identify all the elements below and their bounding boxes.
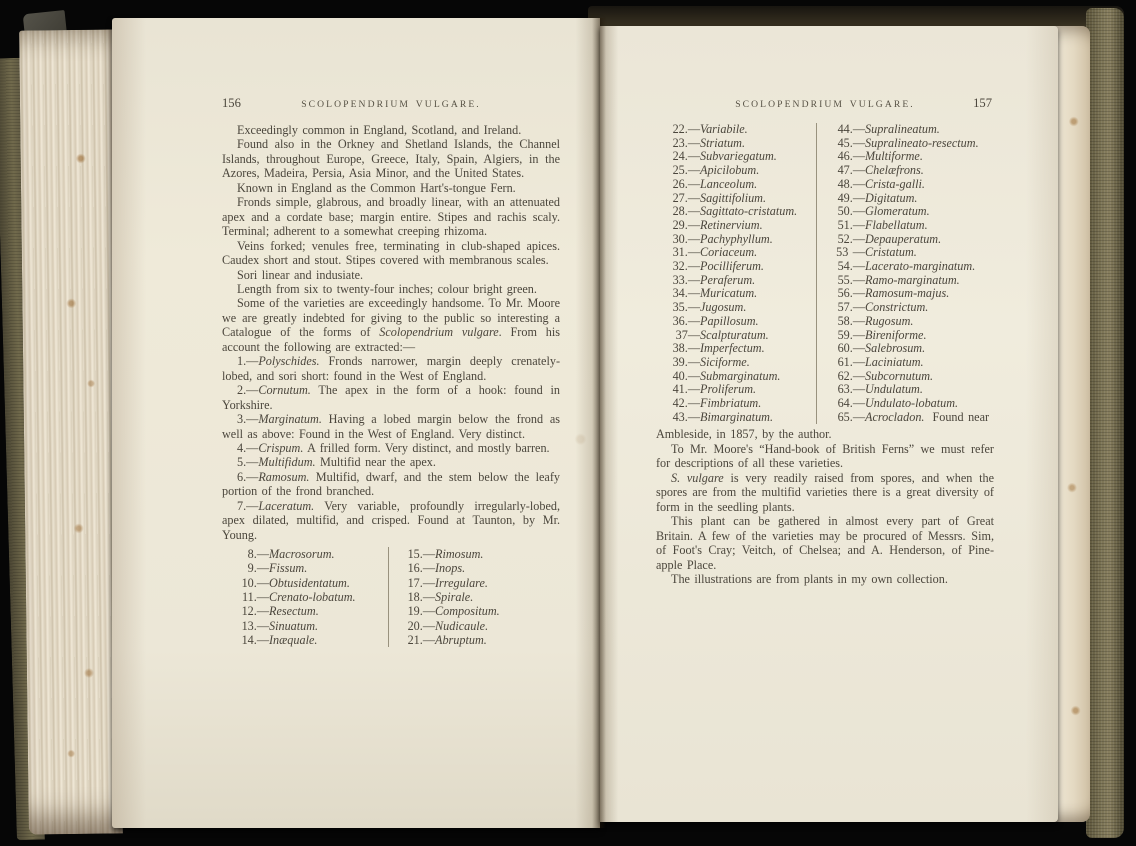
variety-number: 58.— (837, 313, 865, 328)
variety-list-item (829, 260, 994, 274)
variety-name-italic: Abruptum. (435, 632, 487, 647)
variety-list-item (664, 370, 816, 384)
right-page (600, 26, 1058, 822)
variety-list-item (235, 561, 388, 575)
variety-number: 42.— (672, 396, 700, 411)
variety-number: 8.— (247, 547, 269, 562)
variety-list-item (664, 205, 816, 219)
variety-name-italic: Marginatum. (258, 412, 322, 427)
variety-list-item (829, 315, 994, 329)
paragraph: Exceedingly common in England, Scotland, and Ireland. (237, 123, 522, 137)
variety-number: 46.— (837, 149, 865, 164)
variety-name-italic: Acrocladon. (865, 409, 925, 424)
variety-list-item (829, 150, 994, 164)
variety-number: 65.— (837, 409, 865, 424)
variety-number: 15.— (407, 547, 435, 562)
variety-list-item (829, 137, 994, 151)
variety-list-item (829, 329, 994, 343)
variety-number: 16.— (407, 561, 435, 576)
variety-name-italic: Pocilliferum. (700, 259, 764, 274)
variety-number: 60.— (837, 341, 865, 356)
variety-name-italic: Subcornutum. (865, 368, 934, 383)
variety-name-italic: Undulato-lobatum. (865, 396, 959, 411)
variety-name-italic: Peraferum. (700, 272, 756, 287)
variety-name-italic: Pachyphyllum. (700, 231, 773, 246)
left-running-header: SCOLOPENDRIUM VULGARE. (301, 99, 481, 110)
variety-number: 47.— (837, 163, 865, 178)
variety-name-italic: Proliferum. (700, 382, 757, 397)
variety-name-italic: Inops. (435, 561, 466, 576)
variety-number: 14.— (241, 632, 269, 647)
variety-list-item (664, 287, 816, 301)
variety-number: 56.— (837, 286, 865, 301)
variety-list-item (401, 547, 560, 561)
paragraph-continuation: Ambleside, in 1857, by the author. (656, 427, 832, 442)
variety-name-italic: Irregulare. (435, 575, 488, 590)
variety-name-italic: Apicilobum. (700, 163, 760, 178)
variety-number: 35.— (672, 300, 700, 315)
variety-number: 25.— (672, 163, 700, 178)
variety-list-item (664, 192, 816, 206)
variety-list-item (829, 123, 994, 137)
variety-number: 29.— (672, 217, 700, 232)
variety-list-item (664, 219, 816, 233)
variety-number: 49.— (837, 190, 865, 205)
variety-name-italic: Chelæfrons. (865, 163, 924, 178)
variety-name-italic: Fissum. (269, 561, 308, 576)
variety-name-italic: Crispum. (258, 440, 304, 455)
variety-name-italic: Supralineatum. (865, 122, 940, 136)
variety-list-item (235, 590, 388, 604)
variety-list-item (664, 329, 816, 343)
variety-name-italic: Crista-galli. (865, 176, 925, 191)
variety-name-italic: Laceratum. (258, 498, 315, 513)
variety-name-italic: Sagittato-cristatum. (700, 204, 798, 219)
variety-note: Found near (932, 409, 990, 424)
variety-entry: 1.—Polyschides. Fronds narrower, margin deeply crenately-lobed, and sori short: found in the West of England. (222, 354, 560, 383)
variety-name-italic: Inæquale. (269, 632, 318, 647)
paragraph: S. vulgare is very readily raised from spores, and when the spores are from the multifid varieties there is a great diversity of form in the seedling plants. (656, 470, 994, 514)
variety-name-italic: Ramo-marginatum. (865, 272, 960, 287)
variety-name-italic: Laciniatum. (865, 354, 924, 369)
variety-number: 61.— (837, 354, 865, 369)
variety-number: 19.— (407, 604, 435, 619)
variety-list-column (817, 123, 994, 424)
variety-list-item (235, 547, 388, 561)
variety-number: 34.— (672, 286, 700, 301)
right-page-header (656, 96, 994, 111)
variety-number: 9.— (247, 561, 269, 576)
variety-name-italic: Sinuatum. (269, 618, 319, 633)
page-stack-fore-edge (19, 29, 123, 834)
variety-number: 57.— (837, 300, 865, 315)
variety-list-column (389, 547, 560, 647)
variety-name-italic: Siciforme. (700, 354, 750, 369)
variety-name-italic: Supralineato-resectum. (865, 135, 979, 150)
variety-number: 55.— (837, 272, 865, 287)
variety-list-item (664, 301, 816, 315)
variety-number: 32.— (672, 259, 700, 274)
variety-list-item (829, 192, 994, 206)
variety-list-item (664, 315, 816, 329)
variety-entry: 3.—Marginatum. Having a lobed margin below the frond as well as above: Found in the West of England. Very distinct. (222, 412, 560, 441)
species-name-italic: Scolopendrium vulgare (379, 325, 499, 340)
variety-list-item (829, 164, 994, 178)
variety-name-italic: Resectum. (269, 604, 319, 619)
variety-entry: 7.—Laceratum. Very variable, profoundly irregularly-lobed, apex dilated, multifid, and crisped. Found at Taunton, by Mr. Young. (222, 498, 560, 542)
variety-list-item (829, 411, 994, 425)
variety-name-italic: Muricatum. (700, 286, 758, 301)
variety-list-column (656, 123, 816, 424)
paragraph: Fronds simple, glabrous, and broadly linear, with an attenuated apex and a cordate base; margin entire. Stipes and rachis scaly. Terminal; adherent to a somewhat creeping rhizoma. (222, 195, 560, 239)
variety-name-italic: Compositum. (435, 604, 500, 619)
variety-name-italic: Crenato-lobatum. (269, 590, 356, 605)
variety-number: 39.— (672, 354, 700, 369)
variety-list-item (829, 219, 994, 233)
variety-entry: 4.—Crispum. A frilled form. Very distinct, and mostly barren. (237, 440, 550, 455)
variety-list-item (829, 383, 994, 397)
left-page-number: 156 (222, 96, 241, 110)
book-cover-right-edge (1086, 8, 1124, 838)
variety-name-italic: Ramosum-majus. (865, 286, 950, 301)
variety-name-italic: Polyschides. (258, 354, 320, 369)
variety-list-item (829, 301, 994, 315)
paragraph: Veins forked; venules free, terminating in club-shaped apices. Caudex short and stout. Stipes covered with membranous scales. (222, 238, 560, 268)
paragraph: Sori linear and indusiate. (237, 267, 364, 282)
variety-list-item (235, 576, 388, 590)
variety-number: 18.— (407, 590, 435, 605)
variety-list-item (829, 370, 994, 384)
variety-number: 23.— (672, 135, 700, 150)
paragraph: Some of the varieties are exceedingly handsome. To Mr. Moore we are greatly indebted for giving to the public so interesting a Catalogue of the forms of Scolopendrium vulgare. From his account the following are extracted:— (222, 296, 560, 354)
variety-entry: 5.—Multifidum. Multifid near the apex. (237, 455, 436, 470)
variety-number: 10.— (241, 575, 269, 590)
variety-name-italic: Obtusidentatum. (269, 575, 350, 590)
variety-list-item (829, 287, 994, 301)
paragraph: Known in England as the Common Hart's-tongue Fern. (237, 180, 516, 195)
paragraph: The illustrations are from plants in my own collection. (671, 572, 948, 586)
variety-number: 17.— (407, 575, 435, 590)
variety-number: 31.— (672, 245, 700, 260)
variety-name-italic: Bimarginatum. (700, 409, 774, 424)
page-edge-right (1054, 26, 1090, 822)
variety-list-8-21 (222, 547, 560, 647)
variety-number: 24.— (672, 149, 700, 164)
variety-name-italic: Coriaceum. (700, 245, 758, 260)
variety-name-italic: Rugosum. (865, 313, 914, 328)
variety-list-item (664, 150, 816, 164)
variety-name-italic: Glomeratum. (865, 204, 930, 219)
variety-name-italic: Jugosum. (700, 300, 747, 315)
variety-name-italic: Variabile. (700, 122, 748, 136)
variety-list-item (664, 411, 816, 425)
variety-name-italic: Nudicaule. (435, 618, 489, 633)
variety-list-item (829, 233, 994, 247)
variety-list-item (401, 561, 560, 575)
paragraph: To Mr. Moore's “Hand-book of British Ferns” we must refer for descriptions of all these varieties. (656, 441, 994, 471)
variety-number: 22.— (672, 122, 700, 136)
variety-name-italic: Papillosum. (700, 313, 759, 328)
variety-name-italic: Bireniforme. (865, 327, 927, 342)
variety-list-item (829, 205, 994, 219)
variety-list-item (401, 633, 560, 647)
variety-name-italic: Fimbriatum. (700, 396, 762, 411)
paragraph: This plant can be gathered in almost every part of Great Britain. A few of the varieties may be procured of Messrs. Sim, of Foot's Cray; Veitch, of Chelsea; and A. Henderson, of Pine-apple Place. (656, 514, 994, 572)
variety-entry: 2.—Cornutum. The apex in the form of a hook: found in Yorkshire. (222, 383, 560, 412)
variety-name-italic: Scalpturatum. (700, 327, 769, 342)
variety-list-item (664, 342, 816, 356)
variety-number: 26.— (672, 176, 700, 191)
species-name-italic: S. vulgare (671, 470, 724, 485)
variety-name-italic: Lanceolum. (700, 176, 758, 191)
paragraph: Length from six to twenty-four inches; colour bright green. (237, 281, 537, 296)
variety-list-item (235, 633, 388, 647)
variety-number: 13.— (241, 618, 269, 633)
variety-list-item (829, 356, 994, 370)
variety-number: 36.— (672, 313, 700, 328)
variety-list-item (829, 246, 994, 260)
left-page-text (222, 96, 560, 647)
variety-name-italic: Depauperatum. (865, 231, 942, 246)
variety-list-item (664, 137, 816, 151)
variety-list-item (235, 604, 388, 618)
variety-list-item (829, 342, 994, 356)
variety-name-italic: Undulatum. (865, 382, 923, 397)
variety-list-item (664, 233, 816, 247)
variety-list-item (664, 356, 816, 370)
variety-name-italic: Retinervium. (700, 217, 763, 232)
variety-name-italic: Rimosum. (435, 547, 484, 562)
variety-list-item (664, 178, 816, 192)
variety-list-item (664, 164, 816, 178)
variety-name-italic: Imperfectum. (700, 341, 765, 356)
variety-number: 54.— (837, 259, 865, 274)
variety-name-italic: Lacerato-marginatum. (865, 259, 976, 274)
variety-number: 37— (675, 327, 700, 342)
variety-number: 45.— (837, 135, 865, 150)
variety-list-item (829, 397, 994, 411)
variety-name-italic: Digitatum. (865, 190, 918, 205)
variety-name-italic: Sagittifolium. (700, 190, 767, 205)
variety-number: 48.— (837, 176, 865, 191)
variety-list-item (664, 246, 816, 260)
variety-name-italic: Multifidum. (258, 455, 316, 470)
right-page-number: 157 (973, 96, 992, 110)
variety-number: 62.— (837, 368, 865, 383)
variety-list-22-65 (656, 123, 994, 424)
variety-name-italic: Submarginatum. (700, 368, 781, 383)
variety-name-italic: Salebrosum. (865, 341, 926, 356)
right-running-header: SCOLOPENDRIUM VULGARE. (735, 99, 915, 110)
variety-name-italic: Cornutum. (258, 383, 311, 398)
variety-name-italic: Constrictum. (865, 300, 929, 315)
variety-list-item (401, 590, 560, 604)
variety-number: 59.— (837, 327, 865, 342)
variety-list-item (401, 576, 560, 590)
variety-number: 43.— (672, 409, 700, 424)
variety-name-italic: Striatum. (700, 135, 746, 150)
variety-list-item (664, 274, 816, 288)
variety-list-item (664, 383, 816, 397)
variety-number: 63.— (837, 382, 865, 397)
variety-number: 11.— (242, 590, 269, 605)
variety-number: 28.— (672, 204, 700, 219)
variety-list-item (235, 619, 388, 633)
left-page (112, 18, 600, 828)
variety-number: 41.— (672, 382, 700, 397)
variety-number: 52.— (837, 231, 865, 246)
left-page-header (222, 96, 560, 111)
variety-name-italic: Spirale. (435, 590, 474, 605)
variety-list-item (401, 604, 560, 618)
variety-list-item (664, 260, 816, 274)
variety-list-item (829, 178, 994, 192)
variety-number: 38.— (672, 341, 700, 356)
variety-number: 40.— (672, 368, 700, 383)
variety-number: 53 — (836, 245, 865, 260)
variety-number: 27.— (672, 190, 700, 205)
variety-name-italic: Ramosum. (258, 469, 310, 484)
variety-list-item (664, 123, 816, 137)
variety-entry: 6.—Ramosum. Multifid, dwarf, and the stem below the leafy portion of the frond branched. (222, 469, 560, 499)
variety-number: 30.— (672, 231, 700, 246)
variety-number: 44.— (837, 122, 865, 136)
variety-number: 20.— (407, 618, 435, 633)
variety-number: 50.— (837, 204, 865, 219)
variety-list-item (829, 274, 994, 288)
variety-number: 33.— (672, 272, 700, 287)
paragraph: Found also in the Orkney and Shetland Islands, the Channel Islands, throughout Europe, Greece, Italy, Spain, Algiers, in the Azores, Madeira, Persia, Asia Minor, and the United States. (222, 137, 560, 181)
variety-list-item (401, 619, 560, 633)
variety-list-item (664, 397, 816, 411)
variety-name-italic: Subvariegatum. (700, 149, 777, 164)
variety-number: 21.— (407, 632, 435, 647)
variety-name-italic: Cristatum. (865, 245, 917, 260)
variety-list-column (222, 547, 388, 647)
variety-number: 64.— (837, 396, 865, 411)
variety-number: 12.— (241, 604, 269, 619)
variety-number: 51.— (837, 217, 865, 232)
right-page-text (656, 96, 994, 586)
variety-name-italic: Macrosorum. (269, 547, 335, 562)
variety-name-italic: Multiforme. (865, 149, 923, 164)
variety-name-italic: Flabellatum. (865, 217, 928, 232)
